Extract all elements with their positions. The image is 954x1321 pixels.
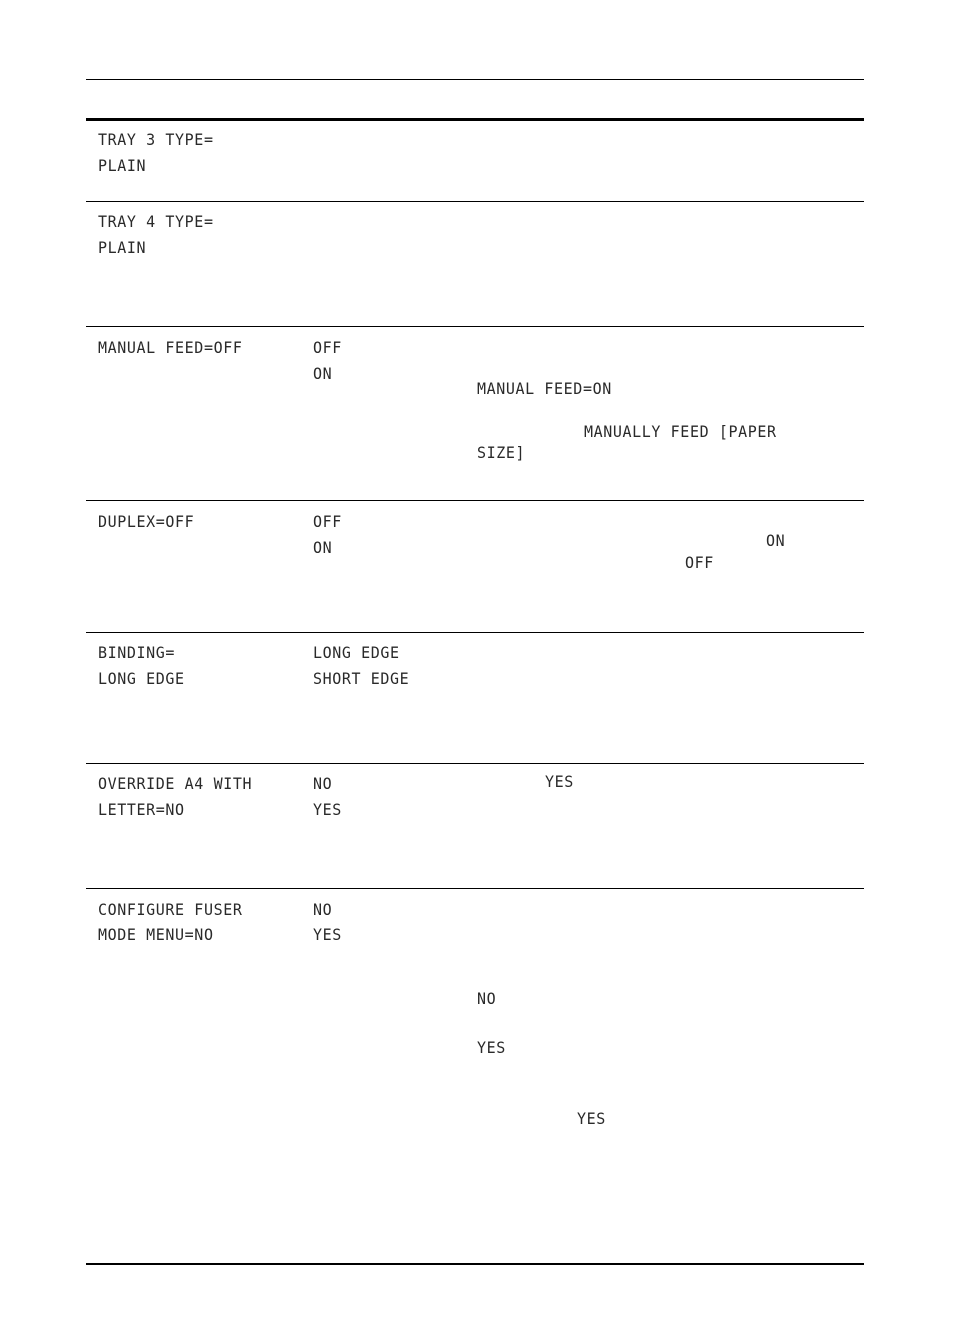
row-override-a4-item-line1: OVERRIDE A4 WITH xyxy=(98,774,253,794)
row-separator xyxy=(86,763,864,764)
row-override-a4-value-yes: YES xyxy=(313,800,342,820)
row-tray4-item-line1: TRAY 4 TYPE= xyxy=(98,212,214,232)
row-fuser-note-yes: YES xyxy=(477,1038,506,1058)
row-tray3-item-line1: TRAY 3 TYPE= xyxy=(98,130,214,150)
row-binding-value-long-edge: LONG EDGE xyxy=(313,643,400,663)
row-fuser-value-no: NO xyxy=(313,900,333,920)
row-manual-feed-note-1: MANUAL FEED=ON xyxy=(477,379,612,399)
row-manual-feed-item: MANUAL FEED=OFF xyxy=(98,338,243,358)
row-manual-feed-value-off: OFF xyxy=(313,338,342,358)
row-manual-feed-value-on: ON xyxy=(313,364,333,384)
row-override-a4-item-line2: LETTER=NO xyxy=(98,800,185,820)
row-fuser-item-line1: CONFIGURE FUSER xyxy=(98,900,243,920)
row-override-a4-note-yes: YES xyxy=(545,772,574,792)
row-binding-value-short-edge: SHORT EDGE xyxy=(313,669,410,689)
row-binding-item-line2: LONG EDGE xyxy=(98,669,185,689)
row-duplex-value-on: ON xyxy=(313,538,333,558)
row-duplex-value-off: OFF xyxy=(313,512,342,532)
table-top-rule xyxy=(86,118,864,121)
row-duplex-item: DUPLEX=OFF xyxy=(98,512,195,532)
footer-rule xyxy=(86,1263,864,1265)
row-binding-item-line1: BINDING= xyxy=(98,643,176,663)
row-fuser-note-yes-2: YES xyxy=(577,1109,606,1129)
row-separator xyxy=(86,632,864,633)
header-rule xyxy=(86,79,864,80)
row-separator xyxy=(86,500,864,501)
row-manual-feed-note-3: SIZE] xyxy=(477,443,526,463)
row-separator xyxy=(86,326,864,327)
row-duplex-note-off: OFF xyxy=(685,553,714,573)
row-separator xyxy=(86,888,864,889)
row-duplex-note-on: ON xyxy=(766,531,786,551)
row-separator xyxy=(86,201,864,202)
row-tray4-item-line2: PLAIN xyxy=(98,238,147,258)
row-fuser-note-no: NO xyxy=(477,989,497,1009)
row-tray3-item-line2: PLAIN xyxy=(98,156,147,176)
row-override-a4-value-no: NO xyxy=(313,774,333,794)
row-fuser-item-line2: MODE MENU=NO xyxy=(98,925,214,945)
row-fuser-value-yes: YES xyxy=(313,925,342,945)
row-manual-feed-note-2: MANUALLY FEED [PAPER xyxy=(584,422,777,442)
